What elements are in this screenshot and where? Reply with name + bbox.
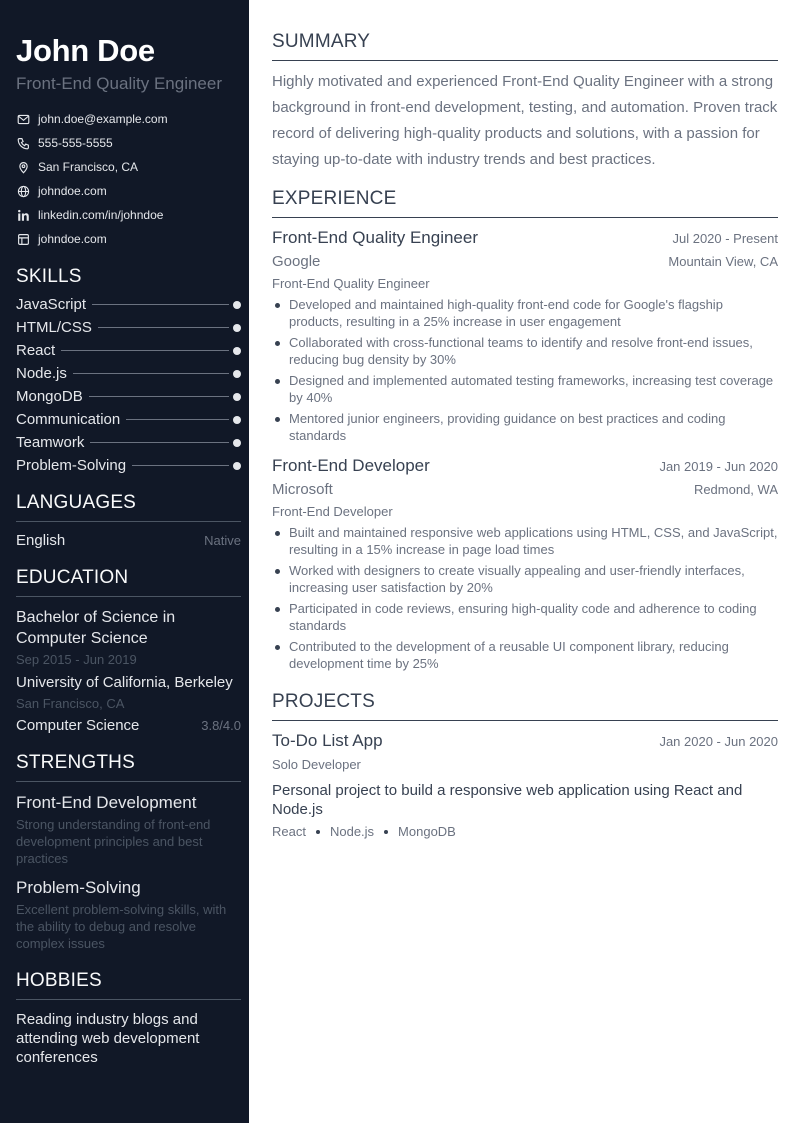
languages-title: LANGUAGES	[16, 491, 241, 522]
project-dates: Jan 2020 - Jun 2020	[659, 734, 778, 749]
job-header	[272, 454, 778, 478]
skill-label: HTML/CSS	[16, 319, 92, 336]
skill-label: React	[16, 342, 56, 359]
phone-icon	[16, 136, 30, 150]
contact-portfolio-text: johndoe.com	[38, 232, 107, 246]
contact-website[interactable]	[16, 179, 241, 203]
skill-line	[98, 327, 229, 328]
summary-section	[272, 30, 778, 173]
job-company: Microsoft	[272, 481, 333, 498]
strengths-title: STRENGTHS	[16, 751, 241, 782]
contact-location-text: San Francisco, CA	[38, 160, 139, 174]
education-gpa: 3.8/4.0	[201, 718, 241, 733]
skill-label: Teamwork	[16, 434, 85, 451]
job-bullet: Built and maintained responsive web applications using HTML, CSS, and JavaScript, resulting in a 15% increase in page load times	[272, 524, 778, 558]
skill-label: MongoDB	[16, 388, 83, 405]
job-role: Front-End Developer	[272, 504, 393, 519]
skill-level-dot	[233, 324, 241, 332]
job-header	[272, 226, 778, 250]
education-field-row	[16, 717, 241, 734]
summary-text: Highly motivated and experienced Front-End Quality Engineer with a strong background in front-end development, testing, and automation. Proven track record of delivering high-quality products and solutions, with a passion for staying up-to-date with industry trends and best practices.	[272, 73, 778, 168]
skill-line	[132, 465, 229, 466]
language-level: Native	[204, 533, 241, 548]
skill-item	[16, 454, 241, 477]
job-bullets	[272, 524, 778, 672]
skill-line	[126, 419, 229, 420]
job-role: Front-End Quality Engineer	[272, 276, 430, 291]
education-school: University of California, Berkeley	[16, 674, 233, 691]
job-bullet: Worked with designers to create visually appealing and user-friendly interfaces, increasing user satisfaction by 20%	[272, 562, 778, 596]
project-description: Personal project to build a responsive web application using React and Node.js	[272, 782, 743, 818]
job-dates: Jul 2020 - Present	[672, 231, 778, 246]
skills-list	[16, 293, 241, 477]
mail-icon	[16, 112, 30, 126]
contact-list	[16, 107, 241, 251]
job-subheader	[272, 478, 778, 502]
projects-title: PROJECTS	[272, 690, 778, 721]
job-company: Google	[272, 253, 321, 270]
strength-item	[16, 877, 241, 952]
job-subheader	[272, 250, 778, 274]
job-bullets	[272, 296, 778, 444]
skill-line	[92, 304, 229, 305]
job-entry	[272, 226, 778, 444]
skill-level-dot	[233, 393, 241, 401]
skill-line	[90, 442, 229, 443]
skills-section	[16, 265, 241, 477]
tag-separator	[316, 830, 320, 834]
education-title: EDUCATION	[16, 566, 241, 597]
skill-level-dot	[233, 370, 241, 378]
sidebar	[0, 0, 249, 1123]
skill-line	[61, 350, 229, 351]
job-bullet: Contributed to the development of a reusable UI component library, reducing development time by 25%	[272, 638, 778, 672]
contact-portfolio[interactable]	[16, 227, 241, 251]
experience-title: EXPERIENCE	[272, 187, 778, 218]
skill-item	[16, 339, 241, 362]
skill-item	[16, 385, 241, 408]
skill-label: JavaScript	[16, 296, 87, 313]
tag-separator	[384, 830, 388, 834]
skill-level-dot	[233, 439, 241, 447]
contact-email-text: john.doe@example.com	[38, 112, 168, 126]
job-location: Mountain View, CA	[668, 254, 778, 269]
contact-website-text: johndoe.com	[38, 184, 107, 198]
skill-item	[16, 293, 241, 316]
project-role: Solo Developer	[272, 757, 361, 772]
job-title: Front-End Developer	[272, 456, 430, 475]
skill-item	[16, 362, 241, 385]
hobbies-title: HOBBIES	[16, 969, 241, 1000]
project-name: To-Do List App	[272, 731, 383, 750]
project-tag: Node.js	[329, 824, 375, 839]
skill-item	[16, 431, 241, 454]
skill-item	[16, 316, 241, 339]
strength-title: Front-End Development	[16, 793, 197, 812]
skill-level-dot	[233, 462, 241, 470]
skill-label: Communication	[16, 411, 121, 428]
education-field: Computer Science	[16, 717, 140, 734]
job-bullet: Developed and maintained high-quality front-end code for Google's flagship products, resulting in a 25% increase in user engagement	[272, 296, 778, 330]
job-entry	[272, 454, 778, 672]
strength-title: Problem-Solving	[16, 878, 141, 897]
skill-label: Node.js	[16, 365, 67, 382]
job-title: Front-End Quality Engineer	[272, 228, 478, 247]
strength-desc: Strong understanding of front-end development principles and best practices	[16, 817, 211, 866]
website-icon	[16, 232, 30, 246]
contact-linkedin-text: linkedin.com/in/johndoe	[38, 208, 164, 222]
project-header	[272, 729, 778, 753]
skill-item	[16, 408, 241, 431]
skill-line	[89, 396, 229, 397]
job-location: Redmond, WA	[693, 482, 778, 497]
contact-phone-text: 555-555-5555	[38, 136, 113, 150]
skills-title: SKILLS	[16, 266, 82, 287]
strength-desc: Excellent problem-solving skills, with the ability to debug and resolve complex issues	[16, 902, 227, 951]
hobby-text: Reading industry blogs and attending web development conferences	[16, 1011, 200, 1066]
contact-email[interactable]	[16, 107, 241, 131]
candidate-name: John Doe	[16, 33, 155, 68]
project-entry	[272, 729, 778, 839]
contact-linkedin[interactable]	[16, 203, 241, 227]
language-item	[16, 532, 241, 549]
hobbies-section	[16, 969, 241, 1067]
projects-section	[272, 690, 778, 839]
strengths-section	[16, 751, 241, 952]
languages-section	[16, 491, 241, 549]
job-bullet: Collaborated with cross-functional teams to identify and resolve front-end issues, reducing bug density by 30%	[272, 334, 778, 368]
summary-title: SUMMARY	[272, 30, 778, 61]
education-degree: Bachelor of Science in Computer Science	[16, 609, 176, 647]
language-name: English	[16, 532, 66, 549]
candidate-headline: Front-End Quality Engineer	[16, 74, 222, 93]
location-pin-icon	[16, 160, 30, 174]
skill-label: Problem-Solving	[16, 457, 127, 474]
contact-phone[interactable]	[16, 131, 241, 155]
skill-level-dot	[233, 347, 241, 355]
experience-section	[272, 187, 778, 672]
project-tags	[272, 824, 778, 839]
project-tag: MongoDB	[398, 824, 456, 839]
contact-location	[16, 155, 241, 179]
skill-line	[73, 373, 229, 374]
skill-level-dot	[233, 301, 241, 309]
job-bullet: Mentored junior engineers, providing guidance on best practices and coding standards	[272, 410, 778, 444]
education-section	[16, 566, 241, 734]
education-location: San Francisco, CA	[16, 696, 125, 711]
globe-icon	[16, 184, 30, 198]
job-dates: Jan 2019 - Jun 2020	[659, 459, 778, 474]
skill-level-dot	[233, 416, 241, 424]
main-content	[272, 30, 778, 839]
linkedin-icon	[16, 208, 30, 222]
job-bullet: Participated in code reviews, ensuring high-quality code and adherence to coding standards	[272, 600, 778, 634]
education-dates: Sep 2015 - Jun 2019	[16, 652, 137, 667]
project-tag: React	[272, 824, 306, 839]
strength-item	[16, 792, 241, 867]
job-bullet: Designed and implemented automated testing frameworks, increasing test coverage by 40%	[272, 372, 778, 406]
